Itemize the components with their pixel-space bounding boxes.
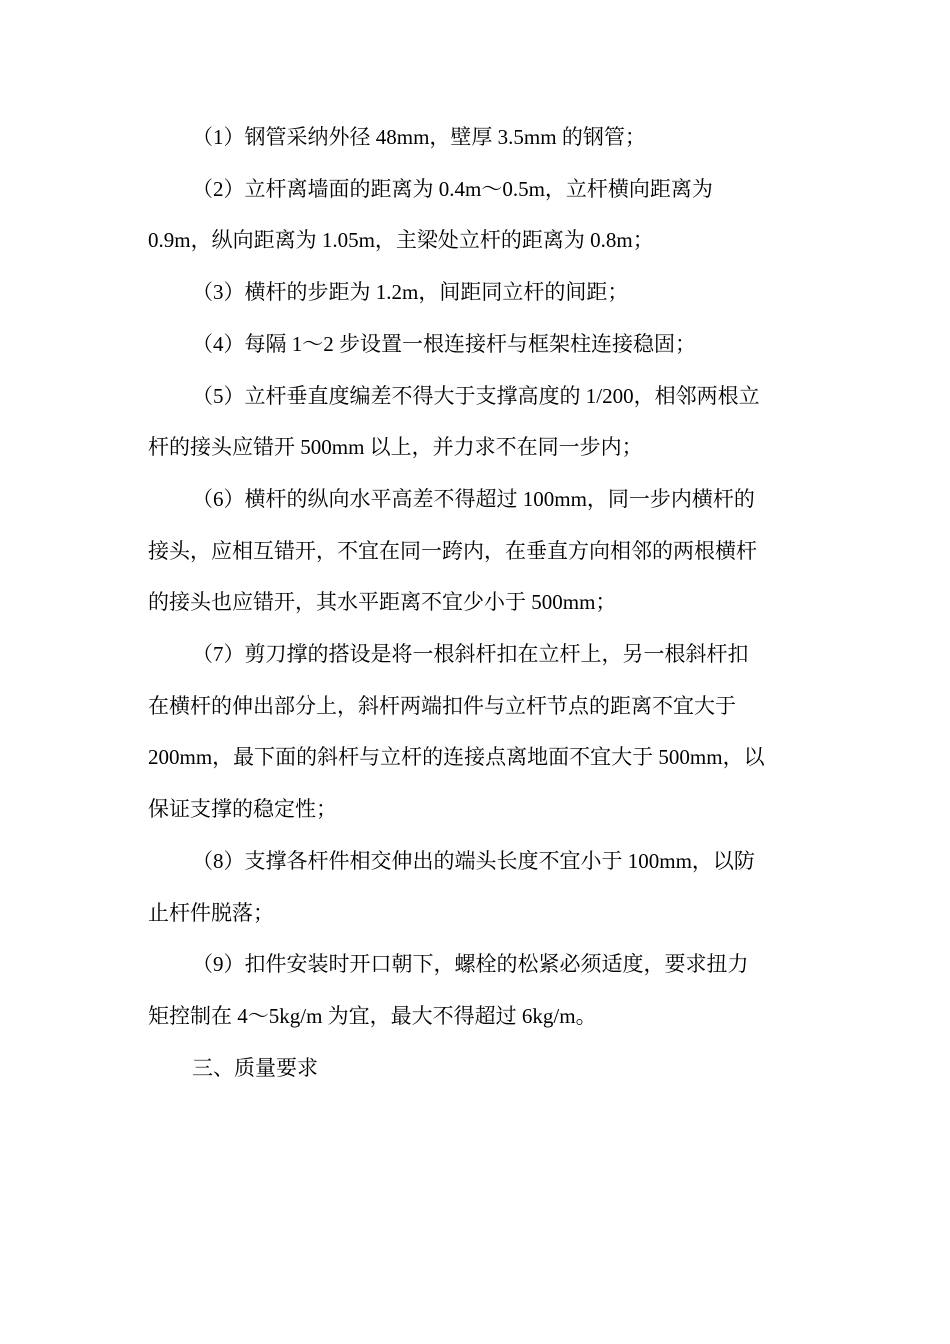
paragraph-line: 止杆件脱落；	[148, 900, 274, 925]
paragraph-line: 的接头也应错开，其水平距离不宜少小于 500mm；	[148, 590, 617, 615]
paragraph-item-1	[148, 112, 804, 164]
paragraph-line: （1）钢管采纳外径 48mm，壁厚 3.5mm 的钢管；	[192, 125, 646, 149]
paragraph-line: （2）立杆离墙面的距离为 0.4m～0.5m，立杆横向距离为	[192, 176, 713, 201]
paragraph-item-4	[148, 319, 804, 371]
paragraph-item-6	[148, 474, 804, 629]
paragraph-line: （9）扣件安装时开口朝下，螺栓的松紧必须适度，要求扭力	[192, 952, 749, 977]
paragraph-item-9	[148, 939, 804, 1042]
paragraph-line: （5）立杆垂直度编差不得大于支撑高度的 1/200，相邻两根立	[192, 383, 760, 408]
paragraph-line: （3）横杆的步距为 1.2m，间距同立杆的间距；	[192, 280, 629, 305]
paragraph-item-7	[148, 629, 804, 836]
paragraph-item-5	[148, 371, 804, 474]
paragraph-line: 矩控制在 4～5kg/m 为宜，最大不得超过 6kg/m。	[148, 1003, 597, 1028]
paragraph-line: （8）支撑各杆件相交伸出的端头长度不宜小于 100mm，以防	[192, 848, 755, 873]
paragraph-line: 0.9m，纵向距离为 1.05m，主梁处立杆的距离为 0.8m；	[148, 228, 654, 253]
paragraph-item-8	[148, 836, 804, 939]
section-heading	[148, 1043, 804, 1095]
paragraph-line: 在横杆的伸出部分上，斜杆两端扣件与立杆节点的距离不宜大于	[148, 693, 736, 718]
paragraph-item-3	[148, 267, 804, 319]
section-heading-text: 三、质量要求	[192, 1055, 318, 1080]
document-body	[148, 112, 804, 1094]
paragraph-line: 接头，应相互错开，不宜在同一跨内，在垂直方向相邻的两根横杆	[148, 538, 757, 563]
paragraph-line: 保证支撑的稳定性；	[148, 797, 337, 822]
paragraph-line: 200mm，最下面的斜杆与立杆的连接点离地面不宜大于 500mm，以	[148, 745, 765, 770]
paragraph-item-2	[148, 164, 804, 267]
paragraph-line: 杆的接头应错开 500mm 以上，并力求不在同一步内；	[148, 435, 643, 460]
paragraph-line: （4）每隔 1～2 步设置一根连接杆与框架柱连接稳固；	[192, 331, 696, 356]
paragraph-line: （6）横杆的纵向水平高差不得超过 100mm，同一步内横杆的	[192, 486, 755, 511]
paragraph-line: （7）剪刀撑的搭设是将一根斜杆扣在立杆上，另一根斜杆扣	[192, 642, 749, 667]
